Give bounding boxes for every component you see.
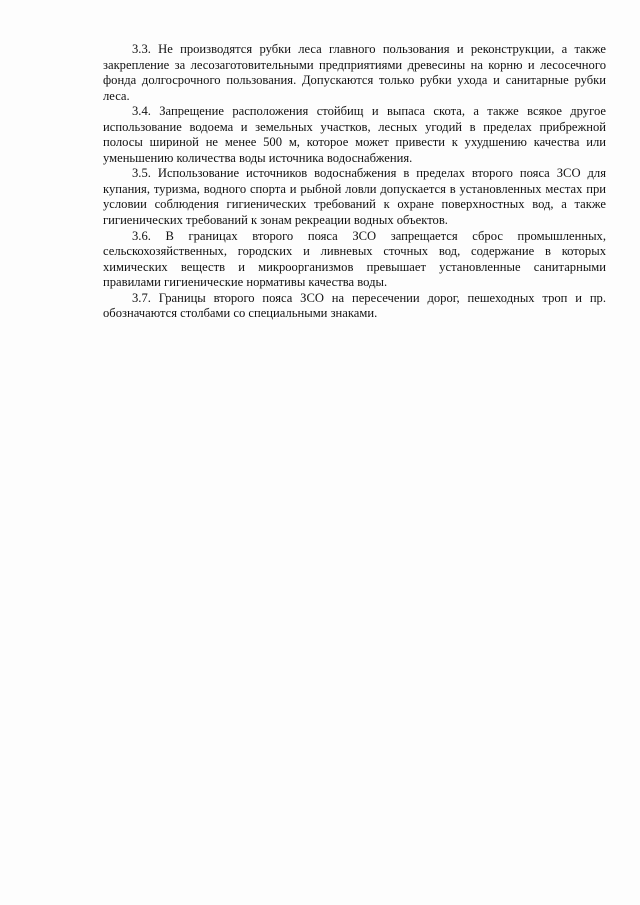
document-body (103, 42, 606, 322)
paragraph-3-4: 3.4. Запрещение расположения стойбищ и выпаса скота, а также всякое другое использование водоема и земельных участков, лесных угодий в пределах прибрежной полосы шириной не менее 500 м, которое может привести к ухудшению качества или уменьшению количества воды источника водоснабжения. (103, 104, 606, 165)
paragraph-3-3: 3.3. Не производятся рубки леса главного пользования и реконструкции, а также закрепление за лесозаготовительными предприятиями древесины на корню и лесосечного фонда долгосрочного пользования. Допускаются только рубки ухода и санитарные рубки леса. (103, 42, 606, 103)
paragraph-3-6: 3.6. В границах второго пояса ЗСО запрещается сброс промышленных, сельскохозяйственных, городских и ливневых сточных вод, содержание в которых химических веществ и микроорганизмов превышает установленные санитарными правилами гигиенические нормативы качества воды. (103, 228, 606, 290)
paragraph-3-5: 3.5. Использование источников водоснабжения в пределах второго пояса ЗСО для купания, туризма, водного спорта и рыбной ловли допускается в установленных местах при условии соблюдения гигиенических требований к охране поверхностных вод, а также гигиенических требований к зонам рекреации водных объектов. (103, 166, 606, 228)
paragraph-3-7: 3.7. Границы второго пояса ЗСО на пересечении дорог, пешеходных троп и пр. обозначаются столбами со специальными знаками. (103, 290, 606, 321)
